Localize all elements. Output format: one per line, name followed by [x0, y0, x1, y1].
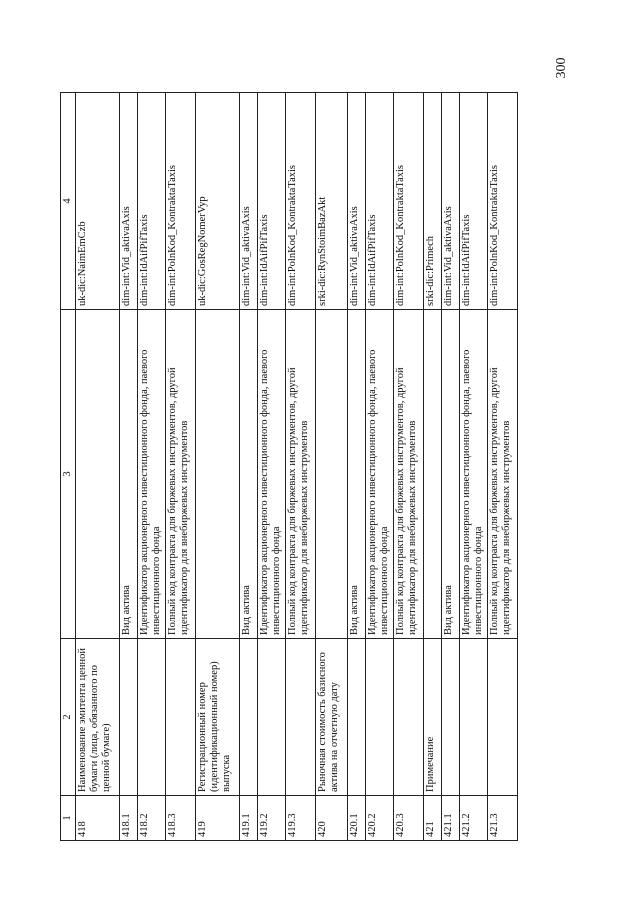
row-name	[286, 639, 316, 796]
row-number: 419.2	[258, 796, 286, 841]
row-number: 420	[316, 796, 348, 841]
row-description: Полный код контракта для биржевых инструментов, другой идентификатор для внебиржевых инструментов	[166, 310, 196, 639]
row-description: Вид актива	[348, 310, 366, 639]
row-code: dim-int:Vid_aktivaAxis	[120, 93, 138, 310]
row-code: dim-int:IdAifPifTaxis	[366, 93, 394, 310]
row-code: dim-int:IdAifPifTaxis	[138, 93, 166, 310]
row-name	[394, 639, 424, 796]
table-row	[394, 93, 424, 841]
row-name: Наименование эмитента ценной бумаги (лица, обязанного по ценной бумаге)	[76, 639, 120, 796]
row-code: dim-int:Vid_aktivaAxis	[240, 93, 258, 310]
row-name: Рыночная стоимость базисного актива на отчетную дату	[316, 639, 348, 796]
row-number: 419	[196, 796, 240, 841]
row-number: 421	[424, 796, 442, 841]
row-number: 420.3	[394, 796, 424, 841]
row-description	[424, 310, 442, 639]
table-row	[196, 93, 240, 841]
row-description	[196, 310, 240, 639]
page-number: 300	[554, 57, 569, 79]
row-name	[442, 639, 460, 796]
row-description: Идентификатор акционерного инвестиционного фонда, паевого инвестиционного фонда	[460, 310, 488, 639]
row-code: dim-int:Vid_aktivaAxis	[348, 93, 366, 310]
row-description	[76, 310, 120, 639]
row-description: Идентификатор акционерного инвестиционного фонда, паевого инвестиционного фонда	[258, 310, 286, 639]
table-row	[488, 93, 518, 841]
row-code: dim-int:PolnKod_KontraktaTaxis	[394, 93, 424, 310]
row-number: 420.1	[348, 796, 366, 841]
table-row	[442, 93, 460, 841]
table-row	[138, 93, 166, 841]
row-code: srki-dic:Primech	[424, 93, 442, 310]
row-code: dim-int:PolnKod_KontraktaTaxis	[166, 93, 196, 310]
row-description: Вид актива	[442, 310, 460, 639]
row-number: 418.2	[138, 796, 166, 841]
row-code: uk-dic:NaimEmCzb	[76, 93, 120, 310]
row-name	[240, 639, 258, 796]
row-code: srki-dic:RynStoimBazAkt	[316, 93, 348, 310]
row-name	[258, 639, 286, 796]
row-number: 420.2	[366, 796, 394, 841]
row-name	[488, 639, 518, 796]
row-description: Идентификатор акционерного инвестиционного фонда, паевого инвестиционного фонда	[366, 310, 394, 639]
column-header-1: 1	[61, 796, 76, 841]
row-number: 418.3	[166, 796, 196, 841]
row-code: dim-int:IdAifPifTaxis	[460, 93, 488, 310]
table-row	[460, 93, 488, 841]
row-code: dim-int:IdAifPifTaxis	[258, 93, 286, 310]
row-name: Примечание	[424, 639, 442, 796]
column-header-2: 2	[61, 639, 76, 796]
row-number: 419.3	[286, 796, 316, 841]
row-description: Вид актива	[120, 310, 138, 639]
table-row	[316, 93, 348, 841]
row-name	[120, 639, 138, 796]
row-name	[166, 639, 196, 796]
row-code: dim-int:Vid_aktivaAxis	[442, 93, 460, 310]
table-row	[120, 93, 138, 841]
attribute-table	[60, 92, 518, 841]
row-description	[316, 310, 348, 639]
table-row	[348, 93, 366, 841]
row-number: 421.2	[460, 796, 488, 841]
row-number: 421.3	[488, 796, 518, 841]
row-description: Полный код контракта для биржевых инструментов, другой идентификатор для внебиржевых инструментов	[286, 310, 316, 639]
table-row	[258, 93, 286, 841]
column-header-3: 3	[61, 310, 76, 639]
row-name	[366, 639, 394, 796]
column-header-4: 4	[61, 93, 76, 310]
row-code: dim-int:PolnKod_KontraktaTaxis	[488, 93, 518, 310]
table-row	[166, 93, 196, 841]
table-row	[366, 93, 394, 841]
row-number: 421.1	[442, 796, 460, 841]
row-number: 418	[76, 796, 120, 841]
table-row	[286, 93, 316, 841]
table-row	[424, 93, 442, 841]
row-name	[460, 639, 488, 796]
row-number: 419.1	[240, 796, 258, 841]
row-description: Полный код контракта для биржевых инструментов, другой идентификатор для внебиржевых инструментов	[488, 310, 518, 639]
row-name	[348, 639, 366, 796]
row-number: 418.1	[120, 796, 138, 841]
row-description: Полный код контракта для биржевых инструментов, другой идентификатор для внебиржевых инструментов	[394, 310, 424, 639]
row-description: Идентификатор акционерного инвестиционного фонда, паевого инвестиционного фонда	[138, 310, 166, 639]
table-row	[76, 93, 120, 841]
table-header-row	[61, 93, 76, 841]
row-code: dim-int:PolnKod_KontraktaTaxis	[286, 93, 316, 310]
row-name	[138, 639, 166, 796]
table-row	[240, 93, 258, 841]
row-description: Вид актива	[240, 310, 258, 639]
row-code: uk-dic:GosRegNomerVyp	[196, 93, 240, 310]
row-name: Регистрационный номер (идентификационный номер) выпуска	[196, 639, 240, 796]
